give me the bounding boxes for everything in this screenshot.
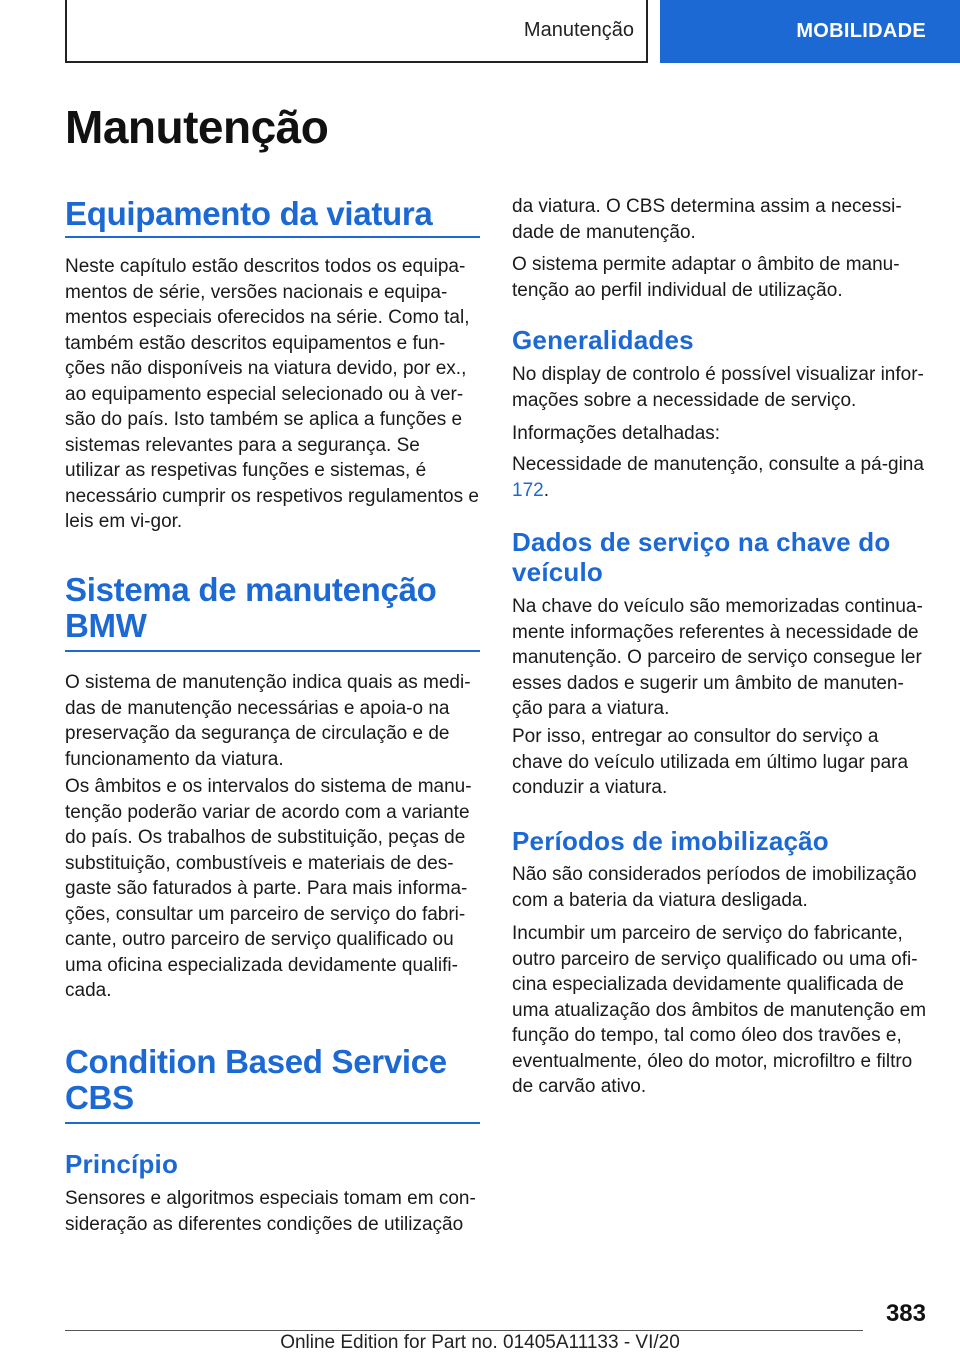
heading-principio: Princípio	[65, 1149, 179, 1179]
paragraph-periodos-2: Incumbir um parceiro de serviço do fabricante, outro parceiro de serviço qualificado ou uma ofi-cina especializada devidamente qualificada de uma atualização dos âmbitos de manutenção em função do tempo, tal como óleo dos travões e, eventualmente, óleo do motor, microfiltro e filtro de carvão ativo.	[512, 923, 927, 1097]
paragraph-generalidades-2: Informações detalhadas:	[512, 423, 721, 444]
header-section-box	[65, 0, 648, 63]
paragraph-sistema-1: O sistema de manutenção indica quais as medi-das de manutenção necessárias e apoia-o na preservação da segurança de circulação e de funcionamento da viatura.	[65, 672, 471, 770]
heading-sistema-manutencao: Sistema de manutenção BMW	[65, 572, 480, 644]
header-chapter-label: MOBILIDADE	[796, 20, 926, 42]
paragraph-equipamento: Neste capítulo estão descritos todos os equipa-mentos de série, versões nacionais e equipa-mentos especiais oferecidos na série. Como tal, também estão descritos equipamentos e fun-ções não disponíveis na viatura devido, por ex., ao equipamento especial selecionado ou à ver-são do país. Isto também se aplica a funções e sistemas relevantes para a segurança. Se utilizar as respetivas funções e sistemas, é necessário cumprir os respetivos regulamentos e leis em vi-gor.	[65, 256, 479, 532]
page-title: Manutenção	[65, 101, 329, 153]
page-link-172[interactable]: 172	[512, 479, 544, 501]
paragraph-cbs-perfil: O sistema permite adaptar o âmbito de manu-tenção ao perfil individual de utilização.	[512, 254, 900, 301]
header-section-title: Manutenção	[523, 19, 634, 41]
footer-edition-text: Online Edition for Part no. 01405A11133 - VI/20	[280, 1332, 680, 1353]
paragraph-periodos-1: Não são considerados períodos de imobilização com a bateria da viatura desligada.	[512, 864, 917, 911]
paragraph-cbs-cont: da viatura. O CBS determina assim a necessi-dade de manutenção.	[512, 196, 902, 243]
paragraph-sistema-2: Os âmbitos e os intervalos do sistema de manu-tenção poderão variar de acordo com a variante do país. Os trabalhos de substituição, peças de substituição, combustíveis e materiais de des-gaste são faturados à parte. Para mais informa-ções, consultar um parceiro de serviço do fabri-cante, outro parceiro de serviço qualificado ou uma oficina especializada devidamente qualifi-cada.	[65, 776, 472, 1001]
page-number: 383	[885, 1300, 926, 1327]
footer-divider	[65, 1330, 863, 1331]
header-chapter-tab[interactable]	[660, 0, 960, 63]
paragraph-generalidades-3	[512, 452, 928, 503]
paragraph-generalidades-1: No display de controlo é possível visualizar infor-mações sobre a necessidade de serviço.	[512, 364, 924, 411]
generalidades-ref-end: .	[543, 479, 549, 501]
paragraph-dados-1: Na chave do veículo são memorizadas continua-mente informações referentes à necessidade de manutenção. O parceiro de serviço consegue ler esses dados e sugerir um âmbito de manuten-ção para a viatura.	[512, 596, 923, 719]
generalidades-ref-text: Necessidade de manutenção, consulte a pá-gina	[512, 454, 924, 475]
heading-periodos: Períodos de imobilização	[512, 826, 829, 856]
heading-generalidades: Generalidades	[512, 325, 694, 355]
heading-equipamento: Equipamento da viatura	[65, 196, 480, 232]
paragraph-principio: Sensores e algoritmos especiais tomam em con-sideração as diferentes condições de utilização	[65, 1188, 476, 1235]
heading-dados-servico: Dados de serviço na chave do veículo	[512, 527, 891, 587]
heading-cbs: Condition Based Service CBS	[65, 1044, 480, 1116]
paragraph-dados-2: Por isso, entregar ao consultor do serviço a chave do veículo utilizada em último lugar para conduzir a viatura.	[512, 726, 909, 798]
